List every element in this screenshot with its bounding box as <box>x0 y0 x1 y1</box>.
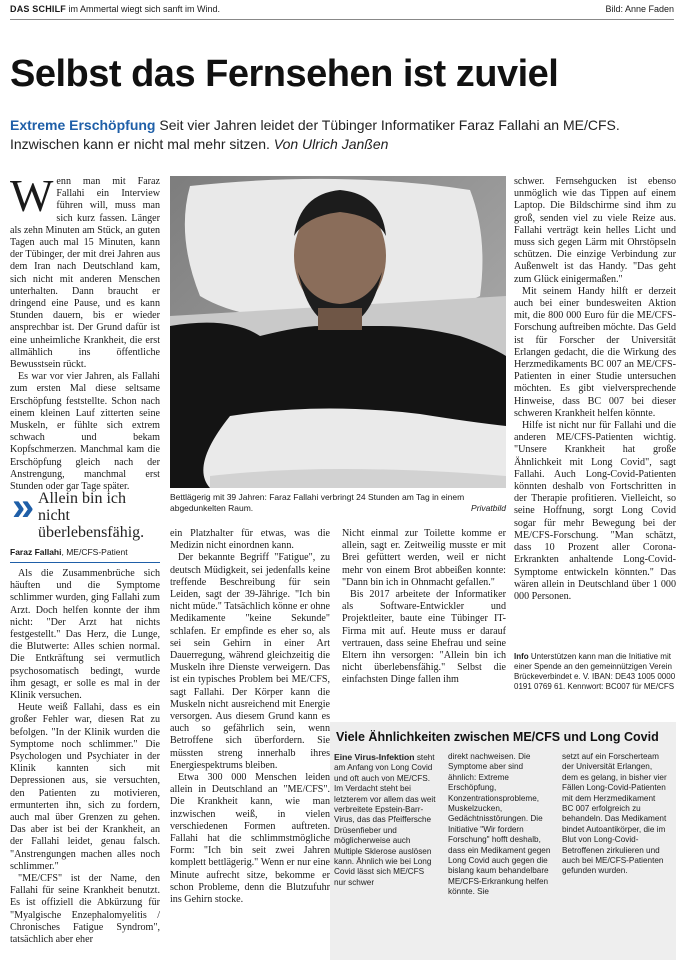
photo-caption: Bettlägerig mit 39 Jahren: Faraz Fallahi verbringt 24 Stunden am Tag in einem abgedunkelten Raum. <box>170 492 465 513</box>
deck-kicker: Extreme Erschöpfung <box>10 117 156 133</box>
article-column-2 <box>170 528 330 906</box>
quote-text: Allein bin ich nicht überlebensfähig. <box>38 490 145 541</box>
photo-illustration <box>170 176 506 488</box>
header-rule <box>10 19 674 20</box>
sidebar-column-1 <box>334 752 438 888</box>
deck-author: Von Ulrich Janßen <box>273 136 389 152</box>
sidebar-subhead: Eine Virus-Infektion <box>334 752 415 762</box>
sidebar-column-2: direkt nachweisen. Die Symptome aber sind ähnlich: Extreme Erschöpfung, Konzentrationsprobleme, Muskelzucken, Gedächtnisstörungen. Die Initiative "Wir fordern Forschung" hofft deshalb, dass ein Medikament gegen Long Covid auch gegen die bislang kaum behandelbare ME/CFS-Erkrankung helfen könnte. Sie <box>448 752 551 897</box>
paragraph: Etwa 300 000 Menschen leiden allein in Deutschland an "ME/CFS". Die Krankheit kann, wie man inzwischen weiß, in vielen verschiedenen Formen auftreten. Fallahi hat die schlimmstmögliche Form: "Ich bin seit zwei Jahren komplett bettlägerig." Wenn er nur eine Minute aufrecht sitze, bekomme er schon Probleme, denn die Blutzufuhr ins Gehirn stocke. <box>170 772 330 906</box>
article-column-3 <box>342 528 506 687</box>
section-name: DAS SCHILF <box>10 4 66 14</box>
paragraph: enn man mit Faraz Fallahi ein Interview führen will, muss man sich kurz fassen. Länger als zehn Minuten am Stück, an guten Tagen auch mal 15 Minuten, kann der Tübinger, der mit drei Jahren aus dem Iran nach Deutschland kam, sich nicht mit anderen Menschen unterhalten. Dann braucht er dringend eine Pause, und es kann Stunden dauern, bis er wieder ansprechbar ist. Der Grund dafür ist eine unheimliche Krankheit, die erst allmählich ins öffentliche Bewusstsein rückt. <box>10 176 160 371</box>
page-header <box>10 4 674 18</box>
quote-name: Faraz Fallahi <box>10 547 62 557</box>
dropcap: W <box>10 170 54 221</box>
paragraph: Als die Zusammenbrüche sich häuften und die Symptome schlimmer wurden, ging Fallahi zum Arzt. Doch helfen konnte der ihm nicht: "Der Arzt hat nichts festgestellt." Das Herz, die Lunge, die Blutwerte: Alles schien normal. Die Entkräftung sei vermutlich psychosomatisch bedingt, wurde ihm gesagt, er solle es mal in der Klinik versuchen. <box>10 568 160 702</box>
quote-source <box>10 547 160 557</box>
info-text: Unterstützen kann man die Initiative mit einer Spende an den gemeinnützigen Verein Brückeverbindet e. V. IBAN: DE43 1005 0000 0191 0769 61. Kennwort: BC007 für ME/CFS <box>514 652 676 691</box>
quote-role: , ME/CFS-Patient <box>61 547 128 557</box>
article-column-1 <box>10 170 160 493</box>
article-column-4 <box>514 176 676 603</box>
paragraph: ein Platzhalter für etwas, was die Medizin nicht einordnen kann. <box>170 528 330 552</box>
sidebar-title: Viele Ähnlichkeiten zwischen ME/CFS und Long Covid <box>336 730 659 744</box>
pull-quote <box>10 485 160 563</box>
paragraph: Der bekannte Begriff "Fatigue", zu deutsch Müdigkeit, sei jedenfalls keine treffende Beschreibung für sein Leiden, sagt der 39-Jährige. "Ich bin nicht müde." Tatsächlich könne er ohne Medikamente "keine Sekunde" schlafen. Er empfinde es eher so, als sei sein Gehirn in einer Art Dauerregung, während gleichzeitig die Muskeln ihre Dienste verweigern. Das ist ein typisches Problem bei ME/CFS, sagt Fallahi. Der Körper kann die Muskeln nicht ausreichend mit Energie versorgen. Aus diesem Grund kann es auch so gefährlich sein, wenn Betroffene sich überfordern. Sie müssten streng innerhalb ihres Energiespektrums bleiben. <box>170 552 330 771</box>
quote-mark-icon: » <box>12 485 35 529</box>
sidebar-box <box>330 722 676 960</box>
paragraph: Mit seinem Handy hilft er derzeit auch bei einer bundesweiten Aktion mit, die 800 000 Euro für die ME/CFS-Forschung auftreiben möchte. Das Geld ist für Forscher der Universität Erlangen gedacht, die die Wirkung des Herzmedikaments BC 007 an ME/CFS-Patienten in einer Studie untersuchen möchten. Es gibt vielversprechende Hinweise, dass BC 007 bei dieser schweren Krankheit helfen könnte. <box>514 285 676 419</box>
photo-caption-block <box>170 492 506 513</box>
paragraph: Hilfe ist nicht nur für Fallahi und die anderen ME/CFS-Patienten wichtig. "Unsere Krankheit hat große Ähnlichkeit mit Long Covid", sagt Fallahi. Auch Long-Covid-Patienten könnten deshalb von Fortschritten in der Therapie profitieren. Vielleicht, so seine Hoffnung, sorgt Long Covid sogar für mehr Bewegung bei der ME/CFS-Forschung. "Man schätzt, dass 10 Prozent aller Corona-Erkrankten anhaltende Long-Covid-Symptome entwickeln könnten." Das wären allein in Deutschland über 1 000 000 Personen. <box>514 420 676 602</box>
deck-text: Seit vier Jahren leidet der Tübinger Informatiker Faraz Fallahi an ME/CFS. Inzwischen kann er nicht mal mehr sitzen. <box>10 117 620 152</box>
sidebar-column-3: setzt auf ein Forscherteam der Universität Erlangen, dem es gelang, in bisher vier Fällen Long-Covid-Patienten mit dem Herzmedikament BC 007 erfolgreich zu behandeln. Das Medikament bindet Autoantikörper, die im Blut von Long-Covid-Betroffenen zirkulieren und auch bei ME/CFS-Patienten gefunden wurden. <box>562 752 667 876</box>
photo-credit: Privatbild <box>471 502 506 513</box>
quote-rule <box>10 562 160 563</box>
article-photo <box>170 176 506 488</box>
paragraph: Heute weiß Fallahi, dass es ein großer Fehler war, diesen Rat zu befolgen. "In der Klinik wurden die Symptome noch schlimmer." Die Psychologen und Psychiater in der Klinik kannten sich mit Depressionen aus, sie versuchten, den Patienten zu motivieren, ermunterten ihn, sich zu fordern, auch mal über Grenzen zu gehen. Das aber ist bei der Krankheit, an der Fallahi leidet, genau falsch. "Anstrengungen machen alles noch schlimmer." <box>10 702 160 872</box>
paragraph: Bis 2017 arbeitete der Informatiker als Software-Entwickler und Projektleiter, baute eine Tübinger IT-Firma mit auf. Heute muss er darauf vertrauen, dass seine Ehefrau und seine Eltern ihn versorgen: "Allein bin ich nicht überlebensfähig." Selbst die einfachsten Dinge fallen ihm <box>342 589 506 686</box>
paragraph: Nicht einmal zur Toilette komme er allein, sagt er. Zeitweilig musste er mit Brei gefüttert werden, weil er nicht mehr von einem Brot abbeißen konnte: "Dann bin ich in Ohnmacht gefallen." <box>342 528 506 588</box>
article-column-1-continued <box>10 568 160 946</box>
info-box <box>514 652 676 692</box>
paragraph: "ME/CFS" ist der Name, den Fallahi für seine Krankheit benutzt. Es ist offiziell die Abkürzung für "Myalgische Enzephalomyelitis / Chronisches Fatigue Syndrom", tatsächlich aber eher <box>10 873 160 946</box>
info-label: Info <box>514 652 529 661</box>
paragraph: schwer. Fernsehgucken ist ebenso unmöglich wie das Tippen auf einem Laptop. Die Bildschirme sind ihm zu groß, senden viel zu viele Reize aus. Fallahi verträgt kein helles Licht und muss sich gegen Lärm mit Ohrstöpseln schützen. Die einzige Verbindung zur Außenwelt ist das Handy. "Das geht zum Glück einigermaßen." <box>514 176 676 285</box>
deck <box>10 116 674 154</box>
paragraph: Es war vor vier Jahren, als Fallahi zum ersten Mal diese seltsame Erschöpfung feststellte. Schon nach einem kleinen Lauf zitterten seine Muskeln, er fühlte sich extrem schwach und bekam Kopfschmerzen. Manchmal kam die Erschöpfung gleich nach der Anstrengung, manchmal erst Stunden oder gar Tage später. <box>10 371 160 493</box>
sidebar-text: steht am Anfang von Long Covid und oft auch von ME/CFS. Im Verdacht steht bei letzterem vor allem das weit verbreitete Epstein-Barr-Virus, das das Pfeiffersche Drüsenfieber und möglicherweise auch Multiple Sklerose auslösen kann. Ähnlich wie bei Long Covid lässt sich ME/CFS nur schwer <box>334 753 436 887</box>
headline: Selbst das Fernsehen ist zuviel <box>10 53 559 95</box>
header-photo-credit: Bild: Anne Faden <box>605 4 674 14</box>
section-tagline: im Ammertal wiegt sich sanft im Wind. <box>68 4 221 14</box>
